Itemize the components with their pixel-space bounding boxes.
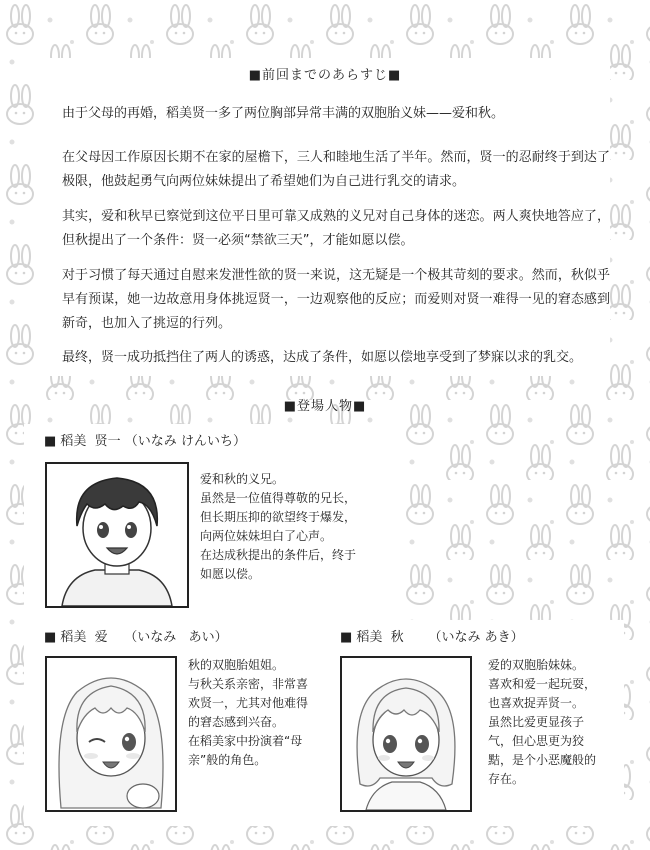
character-name: ■ 稻美 贤一 （いなみ けんいち） [44,434,246,449]
description-line: 向两位妹妹坦白了心声。 [200,529,333,543]
description-line: 虽然是一位值得尊敬的兄长， [200,491,357,505]
description-line: 黠，是个小恶魔般的 [488,753,597,767]
description-line: 但长期压抑的欲望终于爆发， [200,510,357,524]
girl-smiling-portrait-icon [340,656,472,812]
summary-paragraph: 最终，贤一成功抵挡住了两人的诱惑，达成了条件，如愿以偿地享受到了梦寐以求的乳交。 [62,350,583,365]
description-line: 气，但心思更为狡 [488,734,585,748]
description-line: 爱的双胞胎妹妹。 [488,658,585,672]
description-line: 秋的双胞胎姐姐。 [188,658,285,672]
description-line: 爱和秋的义兄。 [200,472,285,486]
girl-winking-portrait-icon [45,656,177,812]
character-name: ■ 稻美 秋 （いなみ あき） [340,630,524,645]
summary-paragraph: 在父母因工作原因长期不在家的屋檐下，三人和睦地生活了半年。然而，贤一的忍耐终于到达了极限，他鼓起勇气向两位妹妹提出了希望她们为自己进行乳交的请求。 [62,150,610,189]
character-description [488,656,596,789]
description-line: 的窘态感到兴奋。 [188,715,285,729]
summary-paragraph: 对于习惯了每天通过自慰来发泄性欲的贤一来说，这无疑是一个极其苛刻的要求。然而，秋似乎早有预谋，她一边故意用身体挑逗贤一，一边观察他的反应；而爱则对贤一难得一见的窘态感到新奇，也加入了挑逗的行列。 [62,268,610,331]
character-description [188,656,308,770]
description-line: 存在。 [488,772,525,786]
description-line: 欢贤一，尤其对他难得 [188,696,309,710]
description-line: 喜欢和爱一起玩耍， [488,677,597,691]
description-line: 也喜欢捉弄贤一。 [488,696,585,710]
boy-portrait-icon [45,462,189,608]
description-line: 与秋关系亲密，非常喜 [188,677,309,691]
character-name: ■ 稻美 爱 （いなみ あい） [44,630,228,645]
description-line: 亲”般的角色。 [188,753,267,767]
summary-paragraph: 其实，爱和秋早已察觉到这位平日里可靠又成熟的义兄对自己身体的迷恋。两人爽快地答应了，但秋提出了一个条件：贤一必须“禁欲三天”，才能如愿以偿。 [62,209,610,248]
characters-title: ■登場人物■ [283,399,367,414]
description-line: 在稻美家中扮演着“母 [188,734,303,748]
description-line: 在达成秋提出的条件后，终于 [200,548,357,562]
description-line: 虽然比爱更显孩子 [488,715,585,729]
description-line: 如愿以偿。 [200,567,261,581]
summary-title: ■前回までのあらすじ■ [248,68,402,83]
character-description [200,470,356,584]
summary-paragraph: 由于父母的再婚，稻美贤一多了两位胸部异常丰满的双胞胎义妹——爱和秋。 [62,106,505,121]
